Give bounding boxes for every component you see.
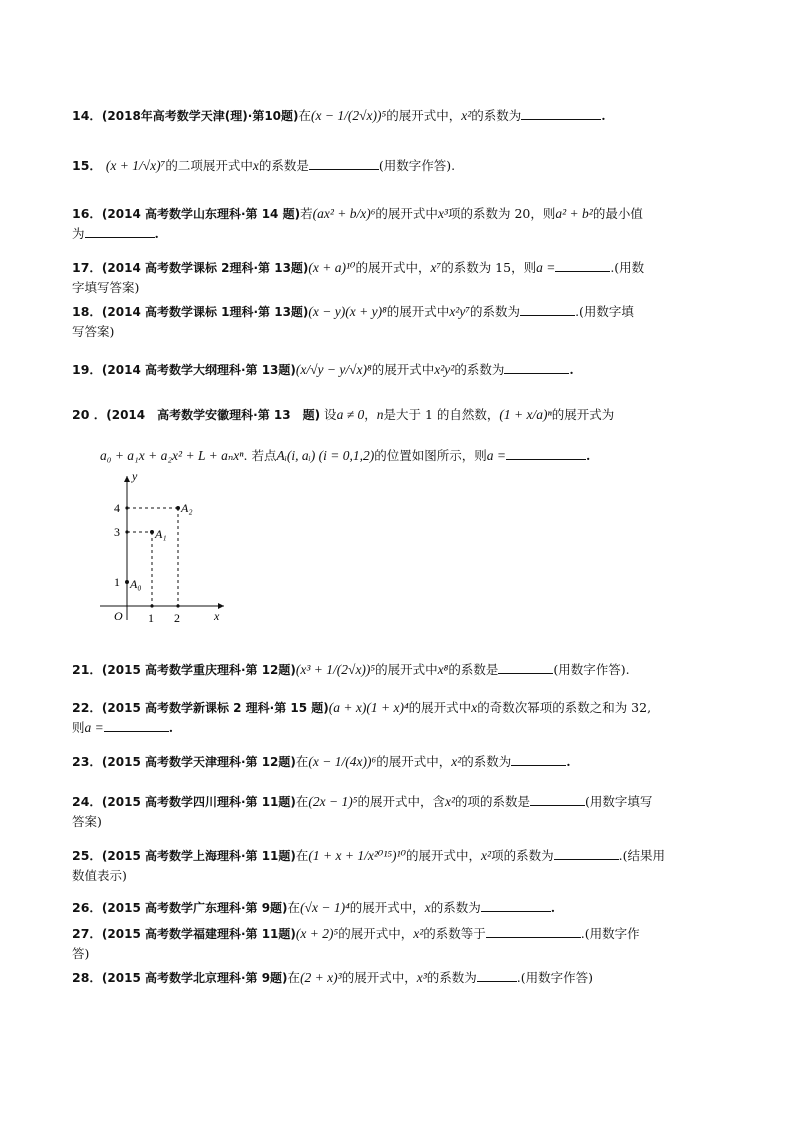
problem-source: (2015 高考数学四川理科·第 11题) — [101, 795, 296, 809]
x-tick-dot — [150, 604, 153, 607]
problem-19: 19．(2014 高考数学大纲理科·第 13题)(x/√y − y/√x)⁸的展开式中x²y²的系数为 . — [72, 362, 574, 377]
problem-number: 20 ． — [72, 407, 107, 422]
y-tick-label: 3 — [114, 525, 120, 539]
problem-number: 24． — [72, 794, 102, 809]
y-tick-dot — [125, 530, 128, 533]
answer-blank[interactable] — [486, 925, 581, 938]
expression: (x − 1/(4x))⁶ — [308, 754, 377, 769]
problem-18: 18．(2014 高考数学课标 1理科·第 13题)(x − y)(x + y)⁸的展开式中x²y⁷的系数为 .(用数字填 写答案) — [72, 304, 634, 339]
answer-blank[interactable] — [521, 107, 601, 120]
answer-blank[interactable] — [555, 259, 610, 272]
problem-28: 28．(2015 高考数学北京理科·第 9题)在(2 + x)³的展开式中，x³的系数为 .(用数字作答) — [72, 970, 594, 985]
problem-source: (2015 高考数学广东理科·第 9题) — [101, 901, 288, 915]
expression: (2x − 1)⁵ — [308, 794, 358, 809]
problem-number: 28． — [72, 970, 102, 985]
problem-26: 26．(2015 高考数学广东理科·第 9题)在(√x − 1)⁴的展开式中，x的系数为 . — [72, 900, 556, 915]
problem-number: 21． — [72, 662, 102, 677]
point-label: A₁ — [155, 527, 167, 541]
y-tick-dot — [125, 506, 128, 509]
problem-25: 25．(2015 高考数学上海理科·第 11题)在(1 + x + 1/x²⁰¹⁵)¹⁰的展开式中，x²项的系数为 .(结果用 数值表示) — [72, 848, 665, 883]
y-tick-label: 1 — [114, 575, 120, 589]
problem-source: (2018年高考数学天津(理)·第10题) — [101, 109, 299, 123]
expression: (x − y)(x + y)⁸ — [308, 304, 387, 319]
expression: (1 + x + 1/x²⁰¹⁵)¹⁰ — [308, 848, 407, 863]
problem-number: 14． — [72, 108, 102, 123]
answer-blank[interactable] — [504, 361, 569, 374]
problem-number: 27． — [72, 926, 102, 941]
problem-source: (2015 高考数学新课标 2 理科·第 15 题) — [101, 701, 329, 715]
point-label: A₀ — [130, 577, 142, 591]
x-tick-label: 1 — [148, 611, 154, 625]
x-axis-label: x — [214, 609, 220, 623]
expression: (x − 1/(2√x))⁵ — [311, 108, 387, 123]
point-a2 — [176, 506, 180, 510]
expression: (x³ + 1/(2√x))⁵ — [295, 662, 376, 677]
x-tick-label: 2 — [174, 611, 180, 625]
answer-blank[interactable] — [511, 753, 566, 766]
problem-number: 25． — [72, 848, 102, 863]
problem-27: 27．(2015 高考数学福建理科·第 11题)(x + 2)⁵的展开式中，x²的系数等于 .(用数字作 答) — [72, 926, 640, 961]
problem-number: 15． — [72, 158, 102, 173]
answer-blank[interactable] — [104, 719, 169, 732]
expression: (x + 1/√x)⁷ — [105, 158, 166, 173]
expression: (x + 2)⁵ — [295, 926, 339, 941]
problem-number: 18． — [72, 304, 102, 319]
problem-source: (2015 高考数学天津理科·第 12题) — [101, 755, 296, 769]
problem-23: 23．(2015 高考数学天津理科·第 12题)在(x − 1/(4x))⁶的展开式中，x²的系数为 . — [72, 754, 571, 769]
origin-label: O — [114, 609, 123, 623]
expression: (a + x)(1 + x)⁴ — [328, 700, 409, 715]
problem-16: 16．(2014 高考数学山东理科·第 14 题)若(ax² + b/x)⁶的展开式中x³项的系数为 20，则a² + b²的最小值 为 . — [72, 206, 643, 241]
problem-number: 26． — [72, 900, 102, 915]
x-tick-dot — [176, 604, 179, 607]
expression: (x + a)¹⁰ — [308, 260, 356, 275]
y-axis-label: y — [132, 470, 138, 483]
problem-24: 24．(2015 高考数学四川理科·第 11题)在(2x − 1)⁵的展开式中，含x²的项的系数是 (用数字填写 答案) — [72, 794, 653, 829]
problem-number: 19． — [72, 362, 102, 377]
problem-number: 17． — [72, 260, 102, 275]
problem-source: (2014 高考数学山东理科·第 14 题) — [101, 207, 301, 221]
problem-21: 21．(2015 高考数学重庆理科·第 12题)(x³ + 1/(2√x))⁵的展开式中x⁸的系数是 (用数字作答). — [72, 662, 630, 677]
problem-20: 20 ．(2014 高考数学安徽理科·第 13 题) 设a ≠ 0，n是大于 1 的自然数，(1 + x/a)ⁿ的展开式为 — [72, 407, 615, 422]
answer-blank[interactable] — [85, 225, 155, 238]
answer-blank[interactable] — [554, 847, 619, 860]
problem-17: 17．(2014 高考数学课标 2理科·第 13题)(x + a)¹⁰的展开式中，x⁷的系数为 15，则a = .(用数 字填写答案) — [72, 260, 645, 295]
expression: (x/√y − y/√x)⁸ — [295, 362, 372, 377]
point-a0 — [125, 580, 129, 584]
answer-blank[interactable] — [530, 793, 585, 806]
answer-blank[interactable] — [520, 303, 575, 316]
point-label: A₂ — [181, 501, 193, 515]
problem-source: (2014 高考数学课标 1理科·第 13题) — [101, 305, 309, 319]
answer-blank[interactable] — [481, 899, 551, 912]
y-tick-label: 4 — [114, 501, 120, 515]
problem-number: 16． — [72, 206, 102, 221]
problem-15: 15． (x + 1/√x)⁷的二项展开式中x的系数是 (用数字作答). — [72, 158, 456, 173]
expression: (√x − 1)⁴ — [300, 900, 350, 915]
coordinate-figure — [96, 470, 236, 630]
expression: (ax² + b/x)⁶ — [312, 206, 376, 221]
expression: (1 + x/a)ⁿ — [499, 407, 552, 422]
answer-blank[interactable] — [309, 157, 379, 170]
problem-number: 22． — [72, 700, 102, 715]
problem-source: (2015 高考数学上海理科·第 11题) — [101, 849, 296, 863]
problem-source: (2015 高考数学福建理科·第 11题) — [101, 927, 296, 941]
problem-source: (2014 高考数学大纲理科·第 13题) — [101, 363, 296, 377]
problem-20-line2: a₀ + a₁x + a₂x² + L + aₙxⁿ. 若点Aᵢ(i, aᵢ) (i = 0,1,2)的位置如图所示，则a = . — [100, 448, 591, 463]
problem-source: (2015 高考数学北京理科·第 9题) — [101, 971, 288, 985]
problem-source: (2014 高考数学安徽理科·第 13 题) — [106, 408, 321, 422]
problem-source: (2015 高考数学重庆理科·第 12题) — [101, 663, 296, 677]
problem-14: 14．(2018年高考数学天津(理)·第10题)在(x − 1/(2√x))⁵的展开式中，x²的系数为 . — [72, 108, 606, 123]
point-a1 — [150, 530, 154, 534]
answer-blank[interactable] — [506, 447, 586, 460]
problem-number: 23． — [72, 754, 102, 769]
problem-22: 22．(2015 高考数学新课标 2 理科·第 15 题)(a + x)(1 + x)⁴的展开式中x的奇数次幂项的系数之和为 32, 则a = . — [72, 700, 652, 735]
answer-blank[interactable] — [477, 969, 517, 982]
answer-blank[interactable] — [498, 661, 553, 674]
problem-source: (2014 高考数学课标 2理科·第 13题) — [101, 261, 309, 275]
expression: (2 + x)³ — [300, 970, 342, 985]
